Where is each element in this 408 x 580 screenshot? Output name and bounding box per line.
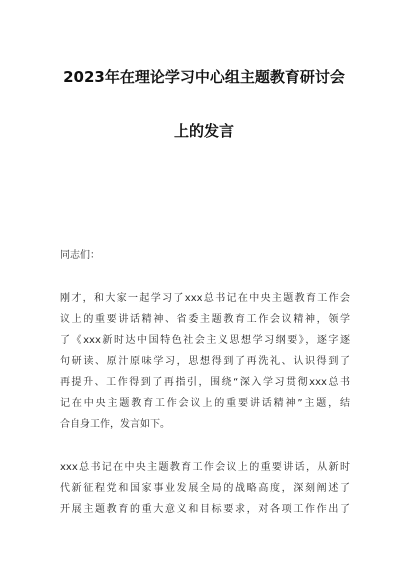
paragraph-1-line-2: 议上的重要讲话精神、省委主题教育工作会议精神，领学	[60, 314, 350, 325]
paragraph-2-line-1: xxx总书记在中央主题教育工作会议上的重要讲话，从新时	[60, 462, 350, 473]
paragraph-2-line-3: 开展主题教育的重大意义和目标要求，对各项工作作出了	[60, 504, 350, 515]
greeting: 同志们：	[60, 250, 100, 261]
paragraph-1-line-4: 句研读、原汁原味学习，思想得到了再洗礼、认识得到了	[60, 356, 350, 367]
paragraph-1-line-3: 了《xxx新时达中国特色社会主义思想学习纲要》，逐字逐	[60, 335, 350, 346]
paragraph-1-line-7: 合自身工作，发言如下。	[60, 419, 170, 430]
paragraph-1-line-6: 记在中央主题教育工作会议上的重要讲话精神”主题，结	[60, 398, 350, 409]
document-title-line-2: 上的发言	[173, 122, 234, 140]
paragraph-1-line-1: 刚才，和大家一起学习了xxx总书记在中央主题教育工作会	[60, 293, 350, 304]
paragraph-1-line-5: 再提升、工作得到了再指引，围绕“深入学习贯彻xxx总书	[60, 377, 350, 388]
paragraph-2-line-2: 代新征程党和国家事业发展全局的战略高度，深刻阐述了	[60, 483, 350, 494]
document-title-line-1: 2023年在理论学习中心组主题教育研讨会	[63, 68, 345, 86]
